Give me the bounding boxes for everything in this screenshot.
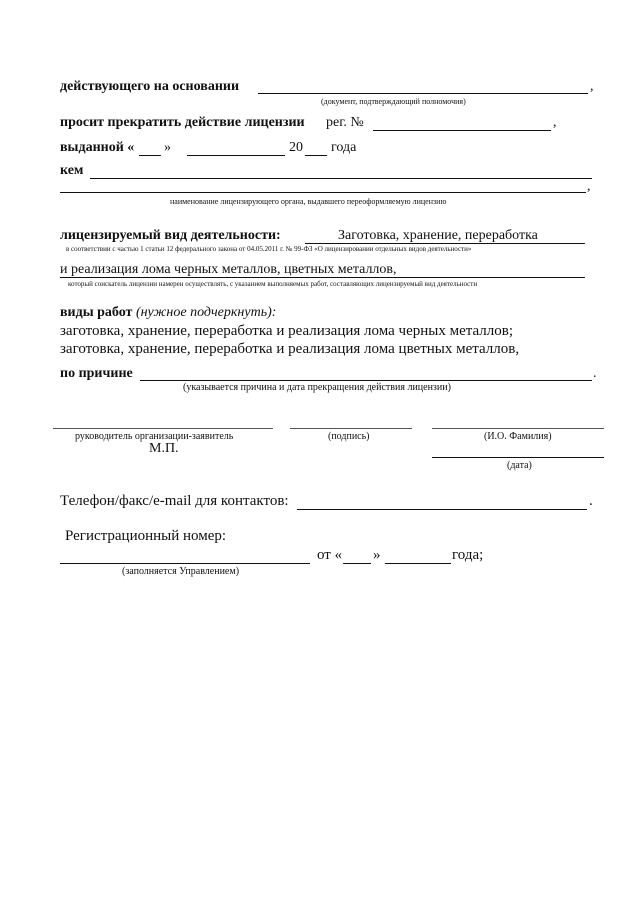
basis-label: действующего на основании xyxy=(60,79,240,94)
registration-day-field[interactable] xyxy=(343,563,371,564)
issuer-comma: , xyxy=(587,179,591,194)
basis-caption: (документ, подтверждающий полномочия) xyxy=(321,97,466,106)
name-caption: (И.О. Фамилия) xyxy=(484,431,552,442)
works-label: виды работ xyxy=(60,305,133,320)
issued-quote-close: » xyxy=(164,140,171,155)
registration-year-suffix: года; xyxy=(452,547,484,563)
issued-year-suffix: года xyxy=(331,140,357,155)
issued-label: выданной « xyxy=(60,140,135,155)
basis-field[interactable] xyxy=(258,93,588,94)
reason-field[interactable] xyxy=(140,380,592,381)
works-heading xyxy=(60,305,276,321)
activity-value-line1: Заготовка, хранение, переработка xyxy=(338,228,538,243)
signature-caption: (подпись) xyxy=(328,431,370,442)
activity-caption2: который соискатель лицензии намерен осуществлять, с указанием выполняемых работ, составляющих лицензируемый вид деятельности xyxy=(68,280,478,288)
basis-comma: , xyxy=(590,79,594,94)
head-signature-line[interactable] xyxy=(53,428,273,429)
activity-caption1: в соответствии с частью 1 статьи 12 федерального закона от 04.05.2011 г. № 99-ФЗ «О лицензировании отдельных видов деятельности» xyxy=(66,245,472,253)
works-hint: (нужное подчеркнуть): xyxy=(135,305,277,320)
name-line[interactable] xyxy=(432,428,604,429)
issuer-label: кем xyxy=(60,163,84,178)
activity-field-line2[interactable] xyxy=(60,277,585,278)
request-label: просит прекратить действие лицензии xyxy=(60,115,305,130)
registration-from-label: от « xyxy=(317,547,343,563)
issuer-field-line2[interactable] xyxy=(60,192,586,193)
head-caption: руководитель организации-заявитель xyxy=(75,431,234,442)
reason-label: по причине xyxy=(60,366,133,381)
issued-year-prefix: 20 xyxy=(289,140,303,155)
registration-quote-close: » xyxy=(373,547,381,563)
reg-number-label: рег. № xyxy=(326,115,364,130)
registration-label: Регистрационный номер: xyxy=(65,528,227,544)
issued-year-field[interactable] xyxy=(305,155,327,156)
stamp-label: М.П. xyxy=(149,441,179,456)
works-item-nonferrous[interactable]: заготовка, хранение, переработка и реализация лома цветных металлов, xyxy=(60,341,520,357)
reason-caption: (указывается причина и дата прекращения действия лицензии) xyxy=(183,382,451,393)
activity-value-line2: и реализация лома черных металлов, цветных металлов, xyxy=(60,262,397,277)
issuer-field-line1[interactable] xyxy=(90,178,592,179)
activity-label: лицензируемый вид деятельности: xyxy=(60,228,281,243)
registration-month-field[interactable] xyxy=(385,563,451,564)
reason-period: . xyxy=(593,366,597,381)
date-line[interactable] xyxy=(432,457,604,458)
issued-month-field[interactable] xyxy=(187,155,285,156)
registration-caption: (заполняется Управлением) xyxy=(122,566,240,577)
signature-line[interactable] xyxy=(290,428,412,429)
reg-number-field[interactable] xyxy=(373,130,551,131)
contacts-label: Телефон/факс/e-mail для контактов: xyxy=(60,493,289,509)
issued-day-field[interactable] xyxy=(139,155,161,156)
issuer-caption: наименование лицензирующего органа, выдавшего переоформляемую лицензию xyxy=(170,197,447,206)
registration-number-field[interactable] xyxy=(60,563,310,564)
date-caption: (дата) xyxy=(507,460,532,471)
contacts-field[interactable] xyxy=(297,509,587,510)
works-item-ferrous[interactable]: заготовка, хранение, переработка и реализация лома черных металлов; xyxy=(60,323,513,339)
request-comma: , xyxy=(553,115,557,130)
contacts-period: . xyxy=(589,493,593,509)
